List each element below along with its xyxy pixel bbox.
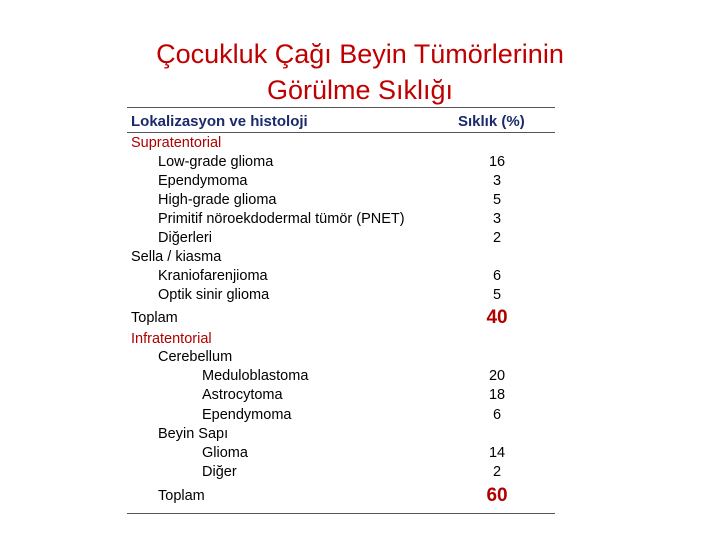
table-row: Meduloblastoma 20 [202,368,506,384]
row-label: Astrocytoma [202,387,283,403]
title-line-2: Görülme Sıklığı [266,75,454,105]
total-label: Toplam [158,488,205,504]
table-row [0,348,720,367]
section-label: Supratentorial [131,135,222,151]
title-line-1: Çocukluk Çağı Beyin Tümörlerinin [156,39,564,69]
table-row [0,330,720,349]
table-row: Primitif nöroekdodermal tümör (PNET) 3 [158,211,502,227]
row-label: High-grade glioma [158,192,277,208]
table-row [0,134,720,153]
table-row: Astrocytoma 18 [202,387,506,403]
section-label: Infratentorial [131,331,212,347]
table-row: Kraniofarenjioma 6 [158,268,502,284]
row-label: Optik sinir glioma [158,287,270,303]
table-row: Ependymoma 3 [158,173,502,189]
row-label: Diğer [202,464,237,480]
row-label: Ependymoma [202,407,292,423]
header-location: Lokalizasyon ve histoloji [131,113,308,130]
table-row: Diğerleri 2 [158,230,502,246]
row-label: Kraniofarenjioma [158,268,268,284]
total-label: Toplam [131,310,178,326]
row-label: Meduloblastoma [202,368,309,384]
table-bottom-rule [127,513,555,514]
table-row: Low-grade glioma 16 [158,154,506,170]
table-row [0,248,720,267]
table-row: High-grade glioma 5 [158,192,502,208]
row-label: Glioma [202,445,248,461]
table-row: Ependymoma 6 [202,407,502,423]
table-row [0,425,720,444]
table-row: Diğer 2 [202,464,502,480]
header-bottom-rule [127,132,555,133]
header-frequency: Sıklık (%) [458,113,525,130]
total-row: Toplam 40 [131,307,508,328]
table-row: Glioma 14 [202,445,506,461]
subsection-label: Beyin Sapı [158,426,229,442]
table-row: Optik sinir glioma 5 [158,287,502,303]
row-label: Diğerleri [158,230,212,246]
table-top-rule [127,107,555,108]
row-label: Low-grade glioma [158,154,274,170]
subsection-label: Cerebellum [158,349,233,365]
slide-title [0,36,720,108]
total-row: Toplam 60 [158,485,508,506]
row-label: Primitif nöroekdodermal tümör (PNET) [158,211,405,227]
row-label: Ependymoma [158,173,248,189]
section-label: Sella / kiasma [131,249,222,265]
